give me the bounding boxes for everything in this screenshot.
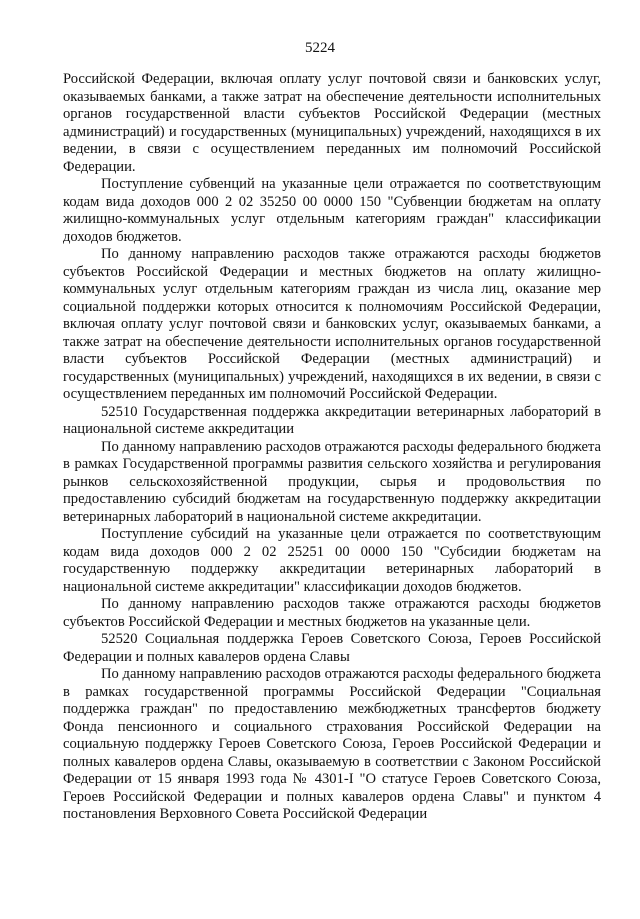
paragraph: По данному направлению расходов также отражаются расходы бюджетов субъектов Российской Федерации и местных бюджетов на оплату жилищно-коммунальных услуг отдельным категориям граждан из числа лиц, оказание мер социальной поддержки которых относится к полномочиям Российской Федерации, включая оплату услуг почтовой связи и банковских услуг, оказываемых банками, а также затрат на обеспечение деятельности исполнительных органов государственной власти субъектов Российской Федерации (местных администраций) и государственных (муниципальных) учреждений, находящихся в их ведении, в связи с осуществлением переданных им полномочий Российской Федерации. [63,246,601,402]
paragraph: 52510 Государственная поддержка аккредитации ветеринарных лабораторий в национальной системе аккредитации [63,403,601,437]
page-number: 5224 [305,40,335,56]
paragraph: По данному направлению расходов также отражаются расходы бюджетов субъектов Российской Федерации и местных бюджетов на указанные цели. [63,596,601,630]
paragraph: Поступление субсидий на указанные цели отражается по соответствующим кодам вида доходов 000 2 02 25251 00 0000 150 "Субсидии бюджетам на государственную поддержку аккредитации ветеринарных лабораторий в национальной системе аккредитации" классификации доходов бюджетов. [63,526,601,595]
paragraph: 52520 Социальная поддержка Героев Советского Союза, Героев Российской Федерации и полных кавалеров ордена Славы [63,631,601,665]
paragraph: По данному направлению расходов отражаются расходы федерального бюджета в рамках Государственной программы развития сельского хозяйства и регулирования рынков сельскохозяйственной продукции, сырья и продовольствия по предоставлению субсидий бюджетам на государственную поддержку аккредитации ветеринарных лабораторий в национальной системе аккредитации. [63,438,601,525]
paragraph: По данному направлению расходов отражаются расходы федерального бюджета в рамках государственной программы Российской Федерации "Социальная поддержка граждан" по предоставлению межбюджетных трансфертов бюджету Фонда пенсионного и социального страхования Российской Федерации на социальную поддержку Героев Советского Союза, Героев Российской Федерации и полных кавалеров ордена Славы, оказываемую в соответствии с Законом Российской Федерации от 15 января 1993 года № 4301-I "О статусе Героев Советского Союза, Героев Российской Федерации и полных кавалеров ордена Славы" и пунктом 4 постановления Верховного Совета Российской Федерации [63,666,601,822]
paragraph: Поступление субвенций на указанные цели отражается по соответствующим кодам вида доходов 000 2 02 35250 00 0000 150 "Субвенции бюджетам на оплату жилищно-коммунальных услуг отдельным категориям граждан" классификации доходов бюджетов. [63,176,601,245]
paragraph: Российской Федерации, включая оплату услуг почтовой связи и банковских услуг, оказываемых банками, а также затрат на обеспечение деятельности исполнительных органов государственной власти субъектов Российской Федерации (местных администраций) и государственных (муниципальных) учреждений, находящихся в их ведении, в связи с осуществлением переданных им полномочий Российской Федерации. [63,71,601,175]
document-body [63,71,601,824]
